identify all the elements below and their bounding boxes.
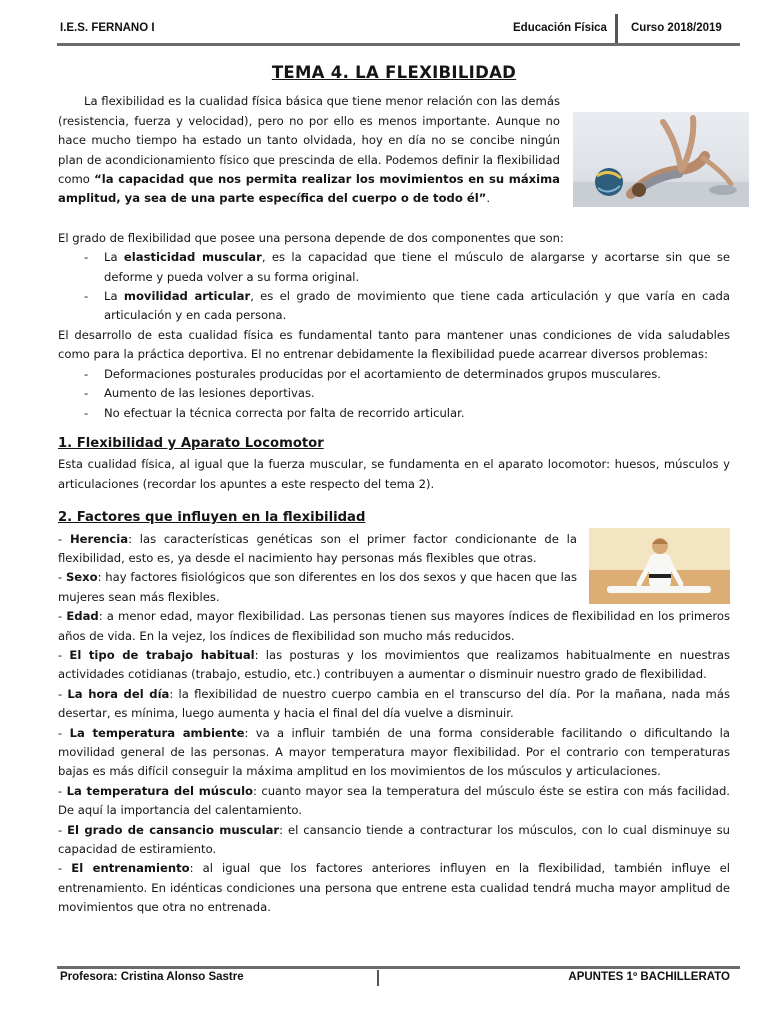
factor-item: - La hora del día: la flexibilidad de nuestro cuerpo cambia en el transcurso del día. Por la mañana, nada más desertar, es mínima, luego aumenta y hacia el final del día vuelve a disminuir.: [58, 686, 730, 721]
page-footer: [57, 968, 740, 990]
problems-list: [58, 365, 730, 423]
flexibility-definition: “la capacidad que nos permita realizar los movimientos en su máxima amplitud, ya sea de una parte específica del cuerpo o de todo él”: [58, 172, 560, 206]
list-item: - No efectuar la técnica correcta por falta de recorrido articular.: [84, 405, 465, 420]
factor-item: - El entrenamiento: al igual que los factores anteriores influyen en la flexibilidad, también influye el entrenamiento. En idénticas condiciones una persona que entrene esta cualidad tendrá mucha mayor amplitud de movimientos que otra no entrenada.: [58, 861, 730, 915]
footer-divider: [377, 970, 379, 986]
factor-item: - La temperatura del músculo: cuanto mayor sea la temperatura del músculo éste se estira con más facilidad. De aquí la importancia del calentamiento.: [58, 783, 730, 818]
header-divider: [615, 14, 618, 44]
intro-text: La flexibilidad es la cualidad física básica que tiene menor relación con las demás (resistencia, fuerza y velocidad), pero no por ello es menos importante. Aunque no hace mucho tiempo ha estado un tanto olvidada, hoy en día no se concibe ningún plan de acondicionamiento físico que prescinda de ella. Podemos definir la flexibilidad como: [58, 94, 560, 187]
document-title: TEMA 4. LA FLEXIBILIDAD: [271, 63, 517, 82]
factor-item: - Sexo: hay factores fisiológicos que son diferentes en los dos sexos y que hacen que las mujeres sean más flexibles.: [58, 570, 577, 604]
teacher-name: Profesora: Cristina Alonso Sastre: [60, 971, 244, 983]
factor-item: - El grado de cansancio muscular: el cansancio tiende a contracturar los músculos, con lo cual disminuye su capacidad de estiramiento.: [58, 822, 731, 857]
subject-name: Educación Física: [513, 22, 607, 34]
list-item: - La elasticidad muscular, es la capacidad que tiene el músculo de alargarse y acortarse sin que se deforme y pueda volver a su forma original.: [84, 250, 730, 284]
term-elasticidad: elasticidad muscular: [123, 250, 262, 265]
list-item: - Aumento de las lesiones deportivas.: [84, 386, 315, 401]
header-rule: [57, 43, 740, 46]
page-header: [57, 14, 739, 44]
factor-item: - Herencia: las características genéticas son el primer factor condicionante de la flexibilidad, esto es, ya desde el nacimiento hay personas más flexibles que otras.: [58, 531, 577, 565]
development-paragraph: El desarrollo de esta cualidad física es fundamental tanto para mantener unas condiciones de vida saludables como para la práctica deportiva. El no entrenar debidamente la flexibilidad puede acarrear diversos problemas:: [58, 327, 730, 362]
intro-end: .: [486, 191, 491, 206]
intro-paragraph: [58, 92, 560, 208]
course-year: Curso 2018/2019: [631, 22, 722, 34]
list-item: - La movilidad articular, es el grado de movimiento que tiene cada articulación y que varía en cada articulación y en cada persona.: [84, 289, 731, 323]
school-name: I.E.S. FERNANO I: [60, 22, 155, 34]
factor-item: - Edad: a menor edad, mayor flexibilidad. Las personas tienen sus mayores índices de flexibilidad en los primeros años de vida. En la vejez, los índices de flexibilidad son mucho más reducidos.: [58, 609, 730, 643]
list-item: - Deformaciones posturales producidas por el acortamiento de determinados grupos musculares.: [84, 366, 661, 381]
section-1-heading: 1. Flexibilidad y Aparato Locomotor: [58, 435, 324, 451]
components-list: [58, 248, 730, 326]
course-notes-label: APUNTES 1º BACHILLERATO: [568, 971, 730, 983]
factor-item: - El tipo de trabajo habitual: las posturas y los movimientos que realizamos habitualmente en nuestras actividades cotidianas (trabajo, estudio, etc.) contribuyen a aumentar o disminuir nuestro grado de flexibilidad.: [58, 647, 730, 682]
components-lead: El grado de flexibilidad que posee una persona depende de dos componentes que son:: [58, 230, 564, 245]
document-body: [58, 58, 730, 918]
section-1-text: Esta cualidad física, al igual que la fuerza muscular, se fundamenta en el aparato locomotor: huesos, músculos y articulaciones (recordar los apuntes a este respecto del tema 2).: [58, 457, 730, 491]
section-2-heading: 2. Factores que influyen en la flexibilidad: [58, 510, 366, 526]
factor-item: - La temperatura ambiente: va a influir también de una forma considerable facilitando o dificultando la movilidad general de las personas. A mayor temperatura mayor flexibilidad. Por el contrario con temperaturas bajas es más difícil conseguir la máxima amplitud en los movimientos de los músculos y articulaciones.: [58, 725, 730, 779]
term-movilidad: movilidad articular: [123, 289, 251, 304]
